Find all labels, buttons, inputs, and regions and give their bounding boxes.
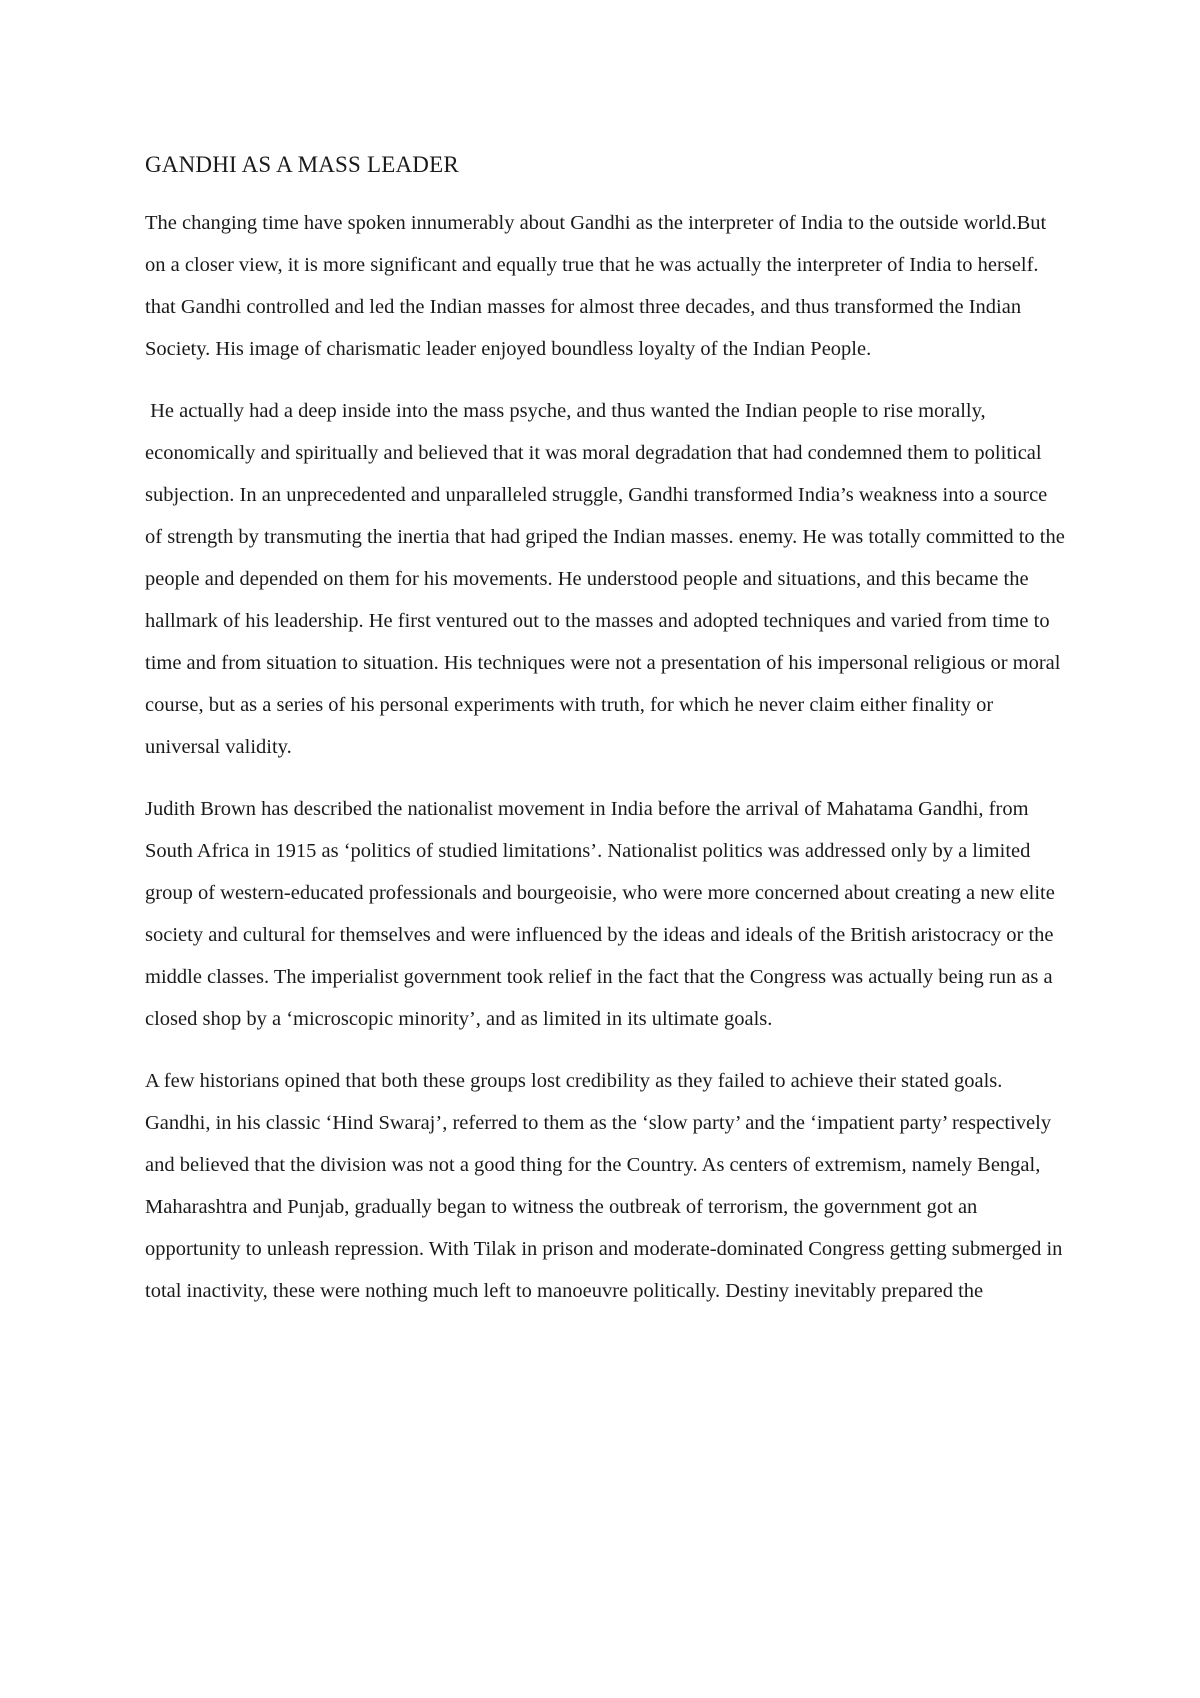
document-body: [145, 148, 1070, 1332]
paragraph-3: Judith Brown has described the nationalist movement in India before the arrival of Mahatama Gandhi, from South Africa in 1915 as ‘politics of studied limitations’. Nationalist politics was addressed only by a limited group of western-educated professionals and bourgeoisie, who were more concerned about creating a new elite society and cultural for themselves and were influenced by the ideas and ideals of the British aristocracy or the middle classes. The imperialist government took relief in the fact that the Congress was actually being run as a closed shop by a ‘microscopic minority’, and as limited in its ultimate goals.: [145, 798, 1055, 1030]
paragraph-2: He actually had a deep inside into the mass psyche, and thus wanted the Indian people to rise morally, economically and spiritually and believed that it was moral degradation that had condemned them to political subjection. In an unprecedented and unparalleled struggle, Gandhi transformed India’s weakness into a source of strength by transmuting the inertia that had griped the Indian masses. enemy. He was totally committed to the people and depended on them for his movements. He understood people and situations, and this became the hallmark of his leadership. He first ventured out to the masses and adopted techniques and varied from time to time and from situation to situation. His techniques were not a presentation of his impersonal religious or moral course, but as a series of his personal experiments with truth, for which he never claim either finality or universal validity.: [145, 400, 1070, 758]
paragraph-4: A few historians opined that both these groups lost credibility as they failed to achieve their stated goals. Gandhi, in his classic ‘Hind Swaraj’, referred to them as the ‘slow party’ and the ‘impatient party’ respectively and believed that the division was not a good thing for the Country. As centers of extremism, namely Bengal, Maharashtra and Punjab, gradually began to witness the outbreak of terrorism, the government got an opportunity to unleash repression. With Tilak in prison and moderate-dominated Congress getting submerged in total inactivity, these were nothing much left to manoeuvre politically. Destiny inevitably prepared the: [145, 1070, 1063, 1302]
paragraph-1: The changing time have spoken innumerably about Gandhi as the interpreter of India to the outside world.But on a closer view, it is more significant and equally true that he was actually the interpreter of India to herself. that Gandhi controlled and led the Indian masses for almost three decades, and thus transformed the Indian Society. His image of charismatic leader enjoyed boundless loyalty of the Indian People.: [145, 212, 1047, 360]
page-title: GANDHI AS A MASS LEADER: [145, 152, 459, 177]
